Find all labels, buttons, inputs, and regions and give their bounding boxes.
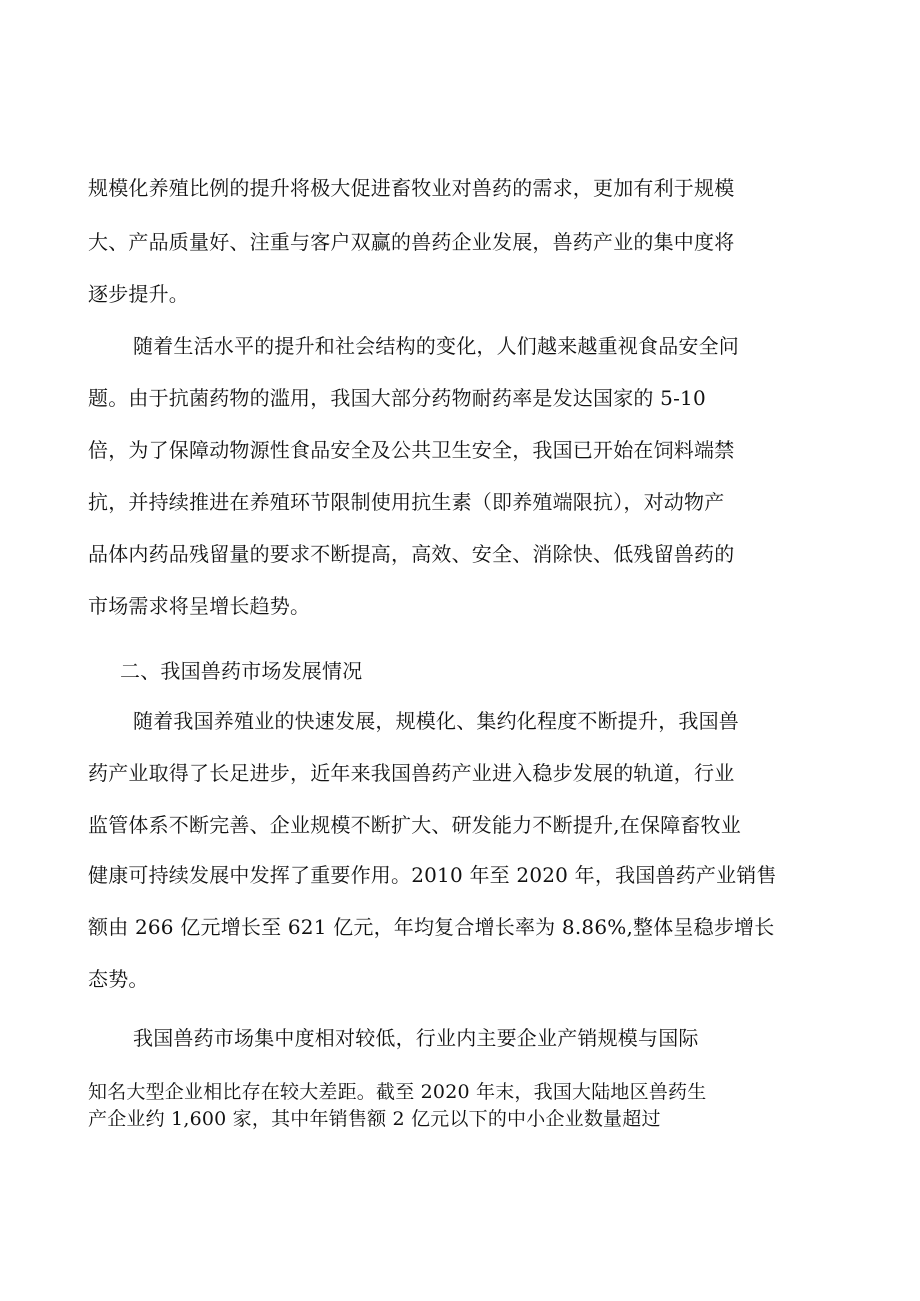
paragraph-2-line-3: 倍，为了保障动物源性食品安全及公共卫生安全，我国已开始在饲料端禁 <box>88 438 735 462</box>
paragraph-1-line-1: 规模化养殖比例的提升将极大促进畜牧业对兽药的需求，更加有利于规模 <box>88 176 735 200</box>
paragraph-3-line-1: 随着我国养殖业的快速发展，规模化、集约化程度不断提升，我国兽 <box>133 709 739 733</box>
section-heading: 二、我国兽药市场发展情况 <box>120 659 363 683</box>
paragraph-3-line-6: 态势。 <box>88 967 149 991</box>
paragraph-3-line-2: 药产业取得了长足进步，近年来我国兽药产业进入稳步发展的轨道，行业 <box>88 761 735 785</box>
paragraph-3-line-3: 监管体系不断完善、企业规模不断扩大、研发能力不断提升,在保障畜牧业 <box>88 813 741 837</box>
paragraph-2-line-2: 题。由于抗菌药物的滥用，我国大部分药物耐药率是发达国家的 5-10 <box>88 386 706 410</box>
paragraph-2-line-5: 品体内药品残留量的要求不断提高，高效、安全、消除快、低残留兽药的 <box>88 542 735 566</box>
paragraph-4-line-1: 我国兽药市场集中度相对较低，行业内主要企业产销规模与国际 <box>133 1026 699 1050</box>
paragraph-2-line-6: 市场需求将呈增长趋势。 <box>88 594 311 618</box>
paragraph-3-line-5: 额由 266 亿元增长至 621 亿元，年均复合增长率为 8.86%,整体呈稳步增长 <box>88 915 775 939</box>
paragraph-2-line-1: 随着生活水平的提升和社会结构的变化，人们越来越重视食品安全问 <box>133 334 739 358</box>
paragraph-4-line-3: 产企业约 1,600 家，其中年销售额 2 亿元以下的中小企业数量超过 <box>88 1108 661 1130</box>
paragraph-4-line-2: 知名大型企业相比存在较大差距。截至 2020 年末，我国大陆地区兽药生 <box>88 1081 707 1103</box>
paragraph-3-line-4: 健康可持续发展中发挥了重要作用。2010 年至 2020 年，我国兽药产业销售 <box>88 863 777 887</box>
paragraph-2-line-4: 抗，并持续推进在养殖环节限制使用抗生素（即养殖端限抗），对动物产 <box>88 490 725 514</box>
paragraph-1-line-3: 逐步提升。 <box>88 282 189 306</box>
paragraph-1-line-2: 大、产品质量好、注重与客户双赢的兽药企业发展，兽药产业的集中度将 <box>88 230 735 254</box>
